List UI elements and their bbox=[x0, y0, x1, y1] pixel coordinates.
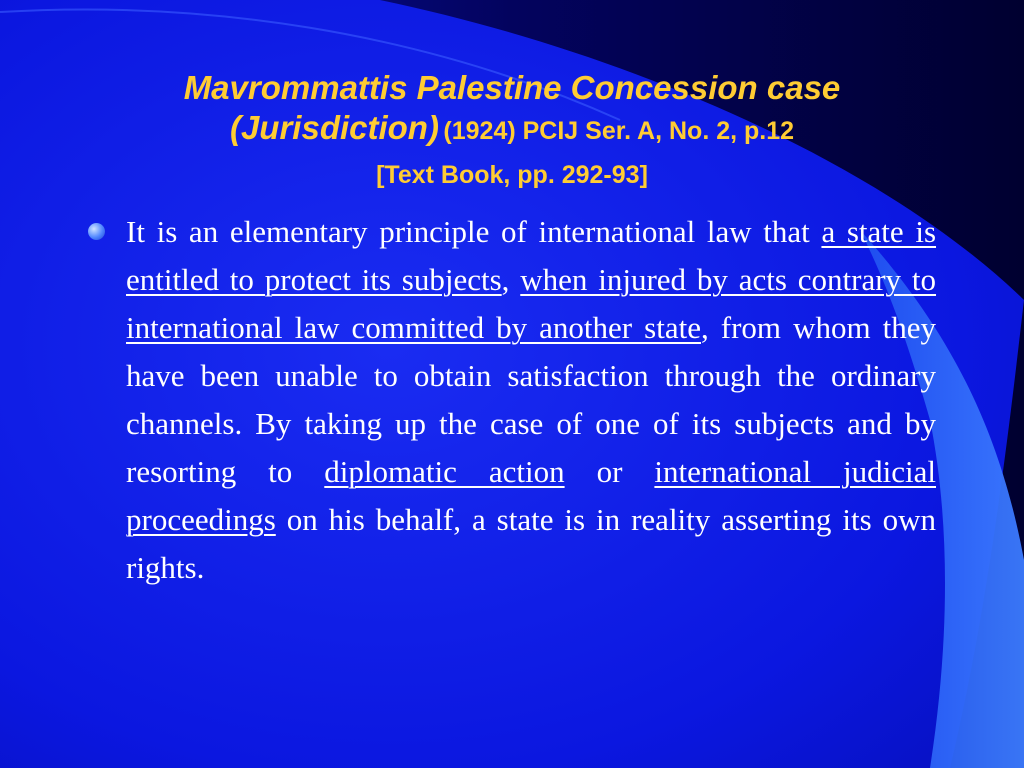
bullet-dot-icon bbox=[88, 223, 105, 240]
underlined-phrase-diplomatic-action: diplomatic action bbox=[324, 454, 565, 489]
body-paragraph bbox=[126, 208, 936, 592]
title-line-1: Mavrommattis Palestine Concession case bbox=[183, 69, 841, 106]
underlined-phrase-when-injured: when injured by acts contrary to international law committed by another state bbox=[126, 262, 937, 345]
body-text-segment: , from whom they have been unable to obtain satisfaction through the ordinary channels. By taking up the case of one of its subjects and by resorting to bbox=[126, 310, 936, 489]
body-text-segment: on his behalf, a state is in reality asserting its own rights. bbox=[126, 502, 936, 585]
slide-title bbox=[60, 68, 964, 195]
body-text-segment: , bbox=[501, 262, 521, 297]
title-textbook-reference: [Text Book, pp. 292-93] bbox=[376, 161, 648, 189]
underlined-phrase-protect-subjects: a state is entitled to protect its subjects bbox=[126, 214, 937, 297]
title-citation: (1924) PCIJ Ser. A, No. 2, p.12 bbox=[443, 117, 795, 145]
slide-body bbox=[88, 208, 936, 592]
underlined-phrase-judicial-proceedings: international judicial proceedings bbox=[126, 454, 937, 537]
title-case-jurisdiction: (Jurisdiction) bbox=[229, 109, 439, 146]
body-text-segment: It is an elementary principle of international law that bbox=[126, 214, 822, 249]
body-text-segment: or bbox=[564, 454, 655, 489]
